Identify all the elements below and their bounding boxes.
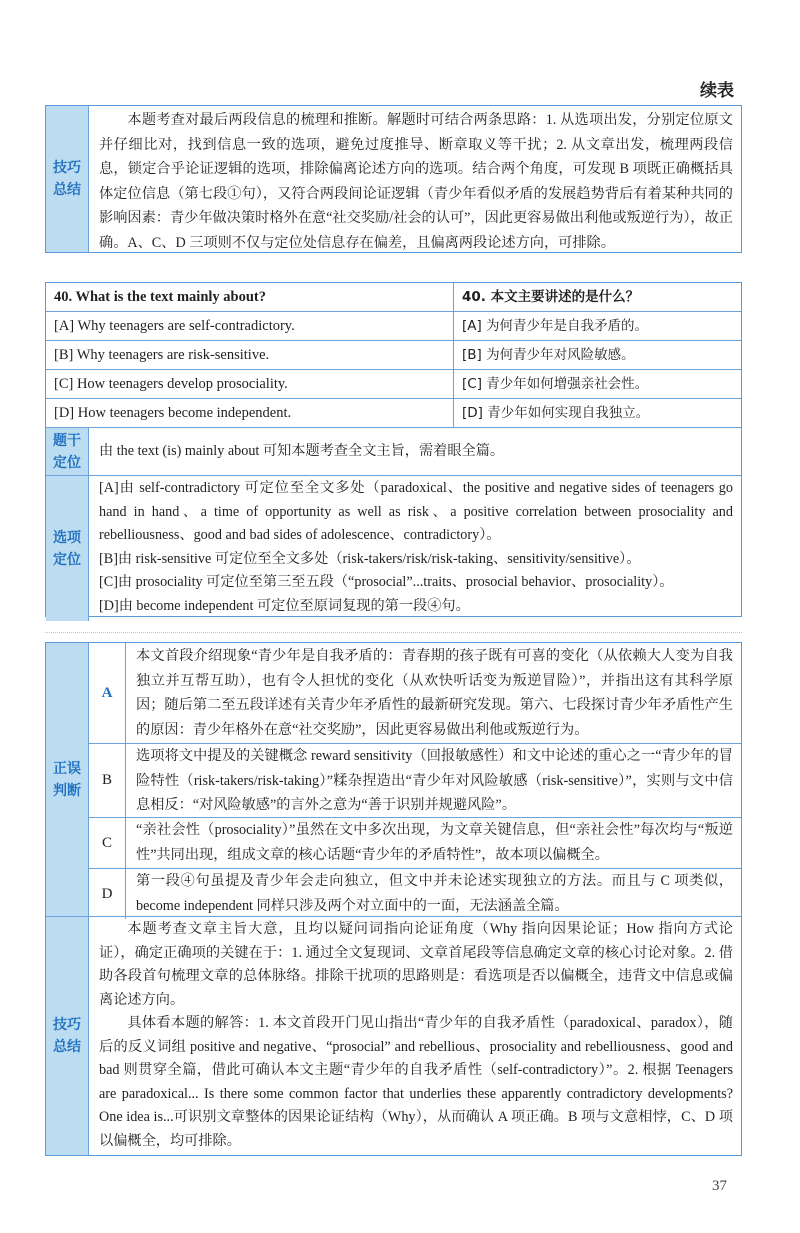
label-line: 技巧: [53, 1017, 81, 1033]
page-number: 37: [712, 1178, 727, 1194]
label-line: 定位: [53, 454, 81, 471]
section-label-tips: [46, 917, 89, 1155]
question-40-table: [45, 282, 742, 617]
paragraph: 选项将文中提及的关键概念 reward sensitivity（回报敏感性）和文中论述的重心之一“青少年的冒险特性（risk-takers/risk-taking）”糅杂捏造出“青少年对风险敏感（risk-sensitive）”，实则与文中信息相反：“对风险敏感”的言外之意为“善于识别并规避风险”。: [136, 748, 733, 813]
locate-line-d: [D]由 become independent 可定位至原词复现的第一段④句。: [99, 597, 470, 614]
option-en: [A] Why teenagers are self-contradictory.: [46, 312, 454, 340]
option-letter-correct: A: [89, 643, 126, 743]
tips-summary-row-2: [46, 916, 741, 1155]
label-line: 技巧: [53, 160, 81, 176]
tips-summary-text: [89, 106, 741, 252]
section-label-stem-locate: [46, 428, 89, 475]
judgement-row-d: [89, 868, 741, 919]
judgement-table: [45, 642, 742, 1156]
label-line: 总结: [53, 182, 81, 198]
locate-line-c: [C]由 prosociality 可定位至第三至五段（“prosocial”...traits、prosocial behavior、prosociality）。: [99, 574, 674, 590]
option-row-c: [46, 369, 741, 398]
option-locate-text: [89, 476, 741, 621]
option-zh: [D] 青少年如何实现自我独立。: [462, 405, 650, 421]
paragraph: 本文首段介绍现象“青少年是自我矛盾的：青春期的孩子既有可喜的变化（从依赖大人变为自我独立并互帮互助），也有令人担忧的变化（从欢快听话变为叛逆冒险）”，并指出这有其科学原因；随后第二至五段详述有关青少年矛盾性的最新研究发现。第六、七段探讨青少年矛盾性产生的原因：青少年格外在意“社交奖励”，因此更容易做出利他或叛逆行为。: [136, 648, 733, 738]
tips-summary-text: [89, 917, 741, 1155]
option-letter: C: [89, 818, 126, 868]
paragraph: 由 the text (is) mainly about 可知本题考查全文主旨，需着眼全篇。: [99, 443, 505, 460]
option-locate-row: [46, 475, 741, 621]
label-line: 总结: [53, 1039, 81, 1055]
paragraph: 本题考查文章主旨大意，且均以疑问词指向论证角度（Why 指向因果论证；How 指向方式论证），确定正确项的关键在于：1. 通过全文复现词、文章首尾段等信息确定文章的核心讨论对象。2. 借助各段首句梳理文章的总体脉络。排除干扰项的思路则是：看选项是否以偏概全，违背文中信息或偏离论述方向。: [99, 921, 733, 1008]
locate-line-b: [B]由 risk-sensitive 可定位至全文多处（risk-takers/risk/risk-taking、sensitivity/sensitive）。: [99, 550, 641, 567]
section-label-judgement: [46, 643, 89, 916]
question-zh: 40. 本文主要讲述的是什么？: [462, 289, 640, 305]
judgement-row-a: [89, 643, 741, 743]
judgement-text: [126, 869, 741, 919]
judgement-row-b: [89, 743, 741, 817]
option-letter: B: [89, 744, 126, 817]
continued-table-label: 续表: [700, 81, 734, 101]
option-zh: [A] 为何青少年是自我矛盾的。: [462, 318, 649, 334]
label-line: 定位: [53, 551, 81, 568]
option-row-b: [46, 340, 741, 369]
question-en: 40. What is the text mainly about?: [46, 283, 454, 311]
stem-locate-row: [46, 427, 741, 475]
paragraph: 具体看本题的解答：1. 本文首段开门见山指出“青少年的自我矛盾性（paradoxical、paradox），随后的反义词组 positive and negative、“prosocial” and rebellious、prosociality and rebelliousness、good and bad 则贯穿全篇，借此可确认本文主题“青少年的自我矛盾性（self-contradictory）”。2. 根据 Teenagers are paradoxical... Is there some common factor that underlies these apparently contradictory developments? One idea is...可识别文章整体的因果论证结构（Why），从而确认 A 项正确。B 项与文意相悖，C、D 项以偏概全，均可排除。: [99, 1015, 733, 1149]
section-label-tips: [46, 106, 89, 252]
label-line: 判断: [53, 782, 81, 799]
judgement-text: [126, 643, 741, 743]
option-en: [C] How teenagers develop prosociality.: [46, 370, 454, 398]
option-zh: [B] 为何青少年对风险敏感。: [462, 347, 635, 363]
question-header-row: [46, 283, 741, 311]
judgement-text: [126, 818, 741, 868]
paragraph: “亲社会性（prosociality）”虽然在文中多次出现，为文章关键信息，但“亲社会性”每次均与“叛逆性”共同出现，组成文章的核心话题“青少年的矛盾特性”，故本项以偏概全。: [136, 822, 733, 863]
locate-line-a: [A]由 self-contradictory 可定位至全文多处（paradoxical、the positive and negative sides of teenagers go hand in hand、a time of opportunity as well as risk、a positive correlation between prosociality and rebelliousness、good and bad sides of adolescence、contradictory）。: [99, 480, 733, 543]
option-zh: [C] 青少年如何增强亲社会性。: [462, 376, 649, 392]
label-line: 正误: [53, 760, 81, 777]
judgement-row-c: [89, 817, 741, 868]
judgement-text: [126, 744, 741, 817]
option-row-d: [46, 398, 741, 427]
judgement-section: [46, 643, 741, 916]
paragraph: 第一段④句虽提及青少年会走向独立，但文中并未论述实现独立的方法。而且与 C 项类似，become independent 同样只涉及两个对立面中的一面，无法涵盖全篇。: [136, 873, 733, 914]
label-line: 选项: [53, 529, 81, 546]
label-line: 题干: [53, 432, 81, 449]
tips-summary-box-1: [45, 105, 742, 253]
option-en: [D] How teenagers become independent.: [46, 399, 454, 427]
option-en: [B] Why teenagers are risk-sensitive.: [46, 341, 454, 369]
stem-locate-text: [89, 428, 741, 475]
section-divider: [45, 632, 742, 633]
section-label-option-locate: [46, 476, 89, 621]
paragraph: 本题考查对最后两段信息的梳理和推断。解题时可结合两条思路：1. 从选项出发，分别定位原文并仔细比对，找到信息一致的选项，避免过度推导、断章取义等干扰；2. 从文章出发，梳理两段信息，锁定合乎论证逻辑的选项，排除偏离论述方向的选项。结合两个角度，可发现 B 项既正确概括具体定位信息（第七段①句），又符合两段间论证逻辑（青少年看似矛盾的发展趋势背后有着某种共同的影响因素：青少年做决策时格外在意“社交奖励/社会的认可”，因此更容易做出利他或叛逆行为），故正确。A、C、D 三项则不仅与定位处信息存在偏差，且偏离两段论述方向，可排除。: [99, 112, 733, 251]
option-letter: D: [89, 869, 126, 919]
option-row-a: [46, 311, 741, 340]
